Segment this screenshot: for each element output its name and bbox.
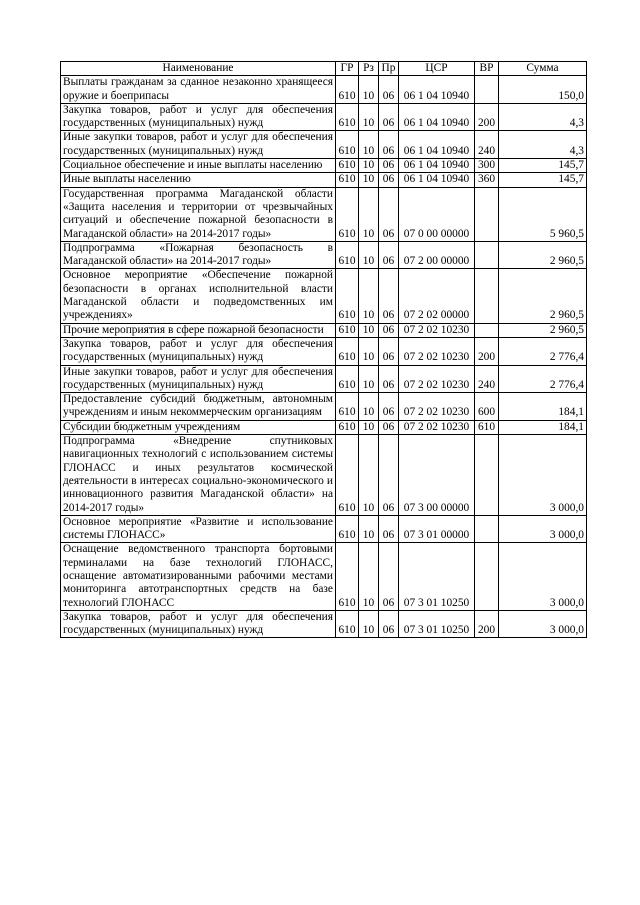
- row-gr-cell: 610: [336, 131, 359, 159]
- row-vr-cell: [475, 187, 499, 241]
- row-rz-cell: 10: [359, 365, 379, 393]
- row-pr-cell: 06: [379, 543, 399, 610]
- row-gr-cell: 610: [336, 515, 359, 543]
- row-pr-cell: 06: [379, 337, 399, 365]
- row-sum-cell: 2 776,4: [499, 365, 587, 393]
- row-sum-cell: 3 000,0: [499, 610, 587, 638]
- row-csr-cell: 07 2 02 10230: [399, 323, 475, 337]
- row-csr-cell: 06 1 04 10940: [399, 76, 475, 104]
- row-gr-cell: 610: [336, 337, 359, 365]
- row-name-cell: Подпрограмма «Пожарная безопасность в Магаданской области» на 2014-2017 годы»: [61, 241, 336, 269]
- row-name-cell: Оснащение ведомственного транспорта бортовыми терминалами на базе технологий ГЛОНАСС, оснащение автоматизированными рабочими местами мониторинга автотранспортных средств на базе технологий ГЛОНАСС: [61, 543, 336, 610]
- row-csr-cell: 06 1 04 10940: [399, 131, 475, 159]
- row-csr-cell: 06 1 04 10940: [399, 103, 475, 131]
- row-rz-cell: 10: [359, 393, 379, 421]
- row-vr-cell: 200: [475, 103, 499, 131]
- table-row: [61, 337, 587, 365]
- row-csr-cell: 07 3 01 10250: [399, 610, 475, 638]
- row-rz-cell: 10: [359, 543, 379, 610]
- header-pr: Пр: [379, 62, 399, 76]
- row-csr-cell: 06 1 04 10940: [399, 173, 475, 187]
- row-csr-cell: 07 3 01 10250: [399, 543, 475, 610]
- header-gr: ГР: [336, 62, 359, 76]
- row-sum-cell: 4,3: [499, 131, 587, 159]
- header-name: Наименование: [61, 62, 336, 76]
- row-rz-cell: 10: [359, 515, 379, 543]
- row-sum-cell: 2 960,5: [499, 241, 587, 269]
- row-pr-cell: 06: [379, 323, 399, 337]
- row-vr-cell: 300: [475, 159, 499, 173]
- row-gr-cell: 610: [336, 543, 359, 610]
- row-vr-cell: 240: [475, 365, 499, 393]
- row-csr-cell: 07 2 00 00000: [399, 241, 475, 269]
- row-sum-cell: 4,3: [499, 103, 587, 131]
- table-row: [61, 435, 587, 516]
- row-pr-cell: 06: [379, 420, 399, 434]
- row-name-cell: Подпрограмма «Внедрение спутниковых навигационных технологий с использованием системы ГЛОНАСС и иных результатов космической деятельности в интересах социально-экономического и инновационного развития Магаданской области» на 2014-2017 годы»: [61, 435, 336, 516]
- row-pr-cell: 06: [379, 131, 399, 159]
- row-sum-cell: 150,0: [499, 76, 587, 104]
- row-csr-cell: 07 2 02 10230: [399, 365, 475, 393]
- row-name-cell: Выплаты гражданам за сданное незаконно хранящееся оружие и боеприпасы: [61, 76, 336, 104]
- row-rz-cell: 10: [359, 159, 379, 173]
- row-csr-cell: 07 0 00 00000: [399, 187, 475, 241]
- row-rz-cell: 10: [359, 241, 379, 269]
- row-name-cell: Иные выплаты населению: [61, 173, 336, 187]
- table-row: [61, 103, 587, 131]
- row-rz-cell: 10: [359, 76, 379, 104]
- row-pr-cell: 06: [379, 393, 399, 421]
- row-csr-cell: 07 2 02 10230: [399, 393, 475, 421]
- row-pr-cell: 06: [379, 269, 399, 323]
- row-sum-cell: 145,7: [499, 173, 587, 187]
- row-name-cell: Предоставление субсидий бюджетным, автономным учреждениям и иным некоммерческим организациям: [61, 393, 336, 421]
- row-gr-cell: 610: [336, 323, 359, 337]
- row-sum-cell: 184,1: [499, 393, 587, 421]
- row-vr-cell: [475, 241, 499, 269]
- row-vr-cell: [475, 435, 499, 516]
- row-gr-cell: 610: [336, 173, 359, 187]
- row-sum-cell: 3 000,0: [499, 543, 587, 610]
- row-sum-cell: 184,1: [499, 420, 587, 434]
- header-csr: ЦСР: [399, 62, 475, 76]
- budget-table: [60, 61, 587, 638]
- row-vr-cell: 360: [475, 173, 499, 187]
- row-gr-cell: 610: [336, 610, 359, 638]
- header-vr: ВР: [475, 62, 499, 76]
- row-sum-cell: 2 776,4: [499, 337, 587, 365]
- table-header-row: [61, 62, 587, 76]
- row-pr-cell: 06: [379, 365, 399, 393]
- row-rz-cell: 10: [359, 337, 379, 365]
- row-csr-cell: 07 3 01 00000: [399, 515, 475, 543]
- header-rz: Рз: [359, 62, 379, 76]
- row-sum-cell: 145,7: [499, 159, 587, 173]
- table-row: [61, 173, 587, 187]
- row-name-cell: Закупка товаров, работ и услуг для обеспечения государственных (муниципальных) нужд: [61, 337, 336, 365]
- row-name-cell: Социальное обеспечение и иные выплаты населению: [61, 159, 336, 173]
- row-csr-cell: 07 2 02 00000: [399, 269, 475, 323]
- row-gr-cell: 610: [336, 435, 359, 516]
- table-row: [61, 420, 587, 434]
- row-rz-cell: 10: [359, 103, 379, 131]
- table-row: [61, 269, 587, 323]
- row-pr-cell: 06: [379, 187, 399, 241]
- row-gr-cell: 610: [336, 76, 359, 104]
- row-csr-cell: 06 1 04 10940: [399, 159, 475, 173]
- row-rz-cell: 10: [359, 131, 379, 159]
- row-vr-cell: 610: [475, 420, 499, 434]
- row-vr-cell: [475, 323, 499, 337]
- row-gr-cell: 610: [336, 103, 359, 131]
- row-pr-cell: 06: [379, 241, 399, 269]
- row-csr-cell: 07 2 02 10230: [399, 337, 475, 365]
- row-vr-cell: [475, 76, 499, 104]
- row-gr-cell: 610: [336, 420, 359, 434]
- row-name-cell: Основное мероприятие «Развитие и использование системы ГЛОНАСС»: [61, 515, 336, 543]
- row-vr-cell: [475, 515, 499, 543]
- row-name-cell: Основное мероприятие «Обеспечение пожарной безопасности в органах исполнительной власти Магаданской области и подведомственных им учреждениях»: [61, 269, 336, 323]
- row-gr-cell: 610: [336, 159, 359, 173]
- row-rz-cell: 10: [359, 173, 379, 187]
- row-vr-cell: [475, 269, 499, 323]
- row-sum-cell: 2 960,5: [499, 323, 587, 337]
- row-csr-cell: 07 2 02 10230: [399, 420, 475, 434]
- row-sum-cell: 3 000,0: [499, 515, 587, 543]
- row-name-cell: Субсидии бюджетным учреждениям: [61, 420, 336, 434]
- row-name-cell: Закупка товаров, работ и услуг для обеспечения государственных (муниципальных) нужд: [61, 610, 336, 638]
- table-row: [61, 543, 587, 610]
- row-gr-cell: 610: [336, 365, 359, 393]
- row-pr-cell: 06: [379, 159, 399, 173]
- row-name-cell: Государственная программа Магаданской области «Защита населения и территории от чрезвычайных ситуаций и обеспечение пожарной безопасности в Магаданской области» на 2014-2017 годы»: [61, 187, 336, 241]
- row-vr-cell: [475, 543, 499, 610]
- row-vr-cell: 240: [475, 131, 499, 159]
- row-sum-cell: 3 000,0: [499, 435, 587, 516]
- row-name-cell: Иные закупки товаров, работ и услуг для обеспечения государственных (муниципальных) нужд: [61, 365, 336, 393]
- table-row: [61, 365, 587, 393]
- table-row: [61, 187, 587, 241]
- table-row: [61, 515, 587, 543]
- row-csr-cell: 07 3 00 00000: [399, 435, 475, 516]
- table-row: [61, 76, 587, 104]
- table-row: [61, 131, 587, 159]
- row-pr-cell: 06: [379, 76, 399, 104]
- row-gr-cell: 610: [336, 269, 359, 323]
- row-gr-cell: 610: [336, 241, 359, 269]
- row-pr-cell: 06: [379, 610, 399, 638]
- row-gr-cell: 610: [336, 393, 359, 421]
- row-pr-cell: 06: [379, 173, 399, 187]
- row-vr-cell: 200: [475, 337, 499, 365]
- row-name-cell: Прочие мероприятия в сфере пожарной безопасности: [61, 323, 336, 337]
- row-name-cell: Иные закупки товаров, работ и услуг для обеспечения государственных (муниципальных) нужд: [61, 131, 336, 159]
- row-pr-cell: 06: [379, 515, 399, 543]
- row-name-cell: Закупка товаров, работ и услуг для обеспечения государственных (муниципальных) нужд: [61, 103, 336, 131]
- table-body: [61, 76, 587, 638]
- row-pr-cell: 06: [379, 103, 399, 131]
- row-sum-cell: 5 960,5: [499, 187, 587, 241]
- row-rz-cell: 10: [359, 435, 379, 516]
- table-row: [61, 393, 587, 421]
- row-gr-cell: 610: [336, 187, 359, 241]
- table-row: [61, 323, 587, 337]
- row-rz-cell: 10: [359, 323, 379, 337]
- row-vr-cell: 600: [475, 393, 499, 421]
- row-rz-cell: 10: [359, 269, 379, 323]
- row-rz-cell: 10: [359, 187, 379, 241]
- row-sum-cell: 2 960,5: [499, 269, 587, 323]
- row-rz-cell: 10: [359, 420, 379, 434]
- table-row: [61, 241, 587, 269]
- row-rz-cell: 10: [359, 610, 379, 638]
- table-row: [61, 610, 587, 638]
- table-row: [61, 159, 587, 173]
- row-pr-cell: 06: [379, 435, 399, 516]
- row-vr-cell: 200: [475, 610, 499, 638]
- header-sum: Сумма: [499, 62, 587, 76]
